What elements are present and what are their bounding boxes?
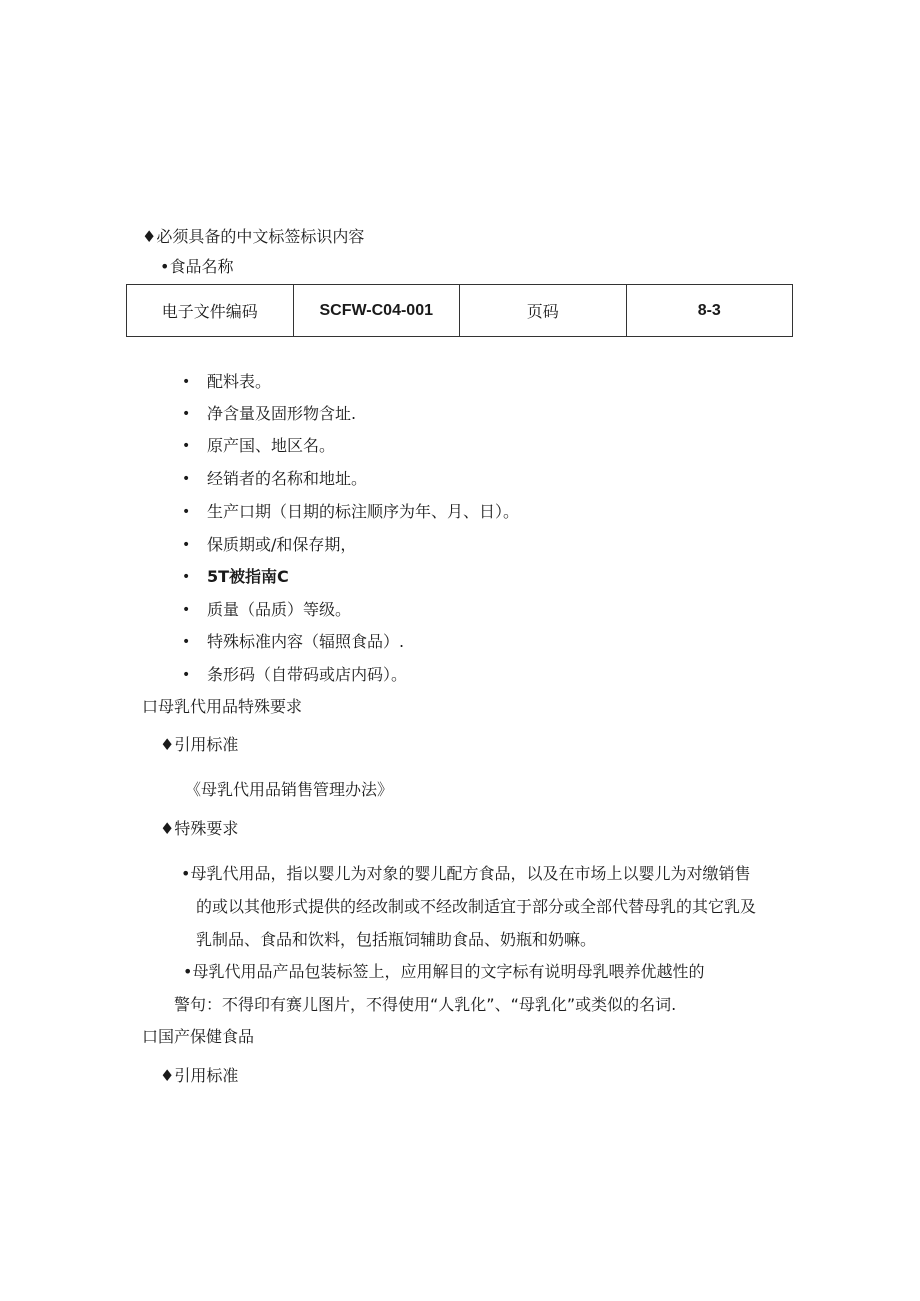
bullet-icon: •: [182, 504, 191, 520]
paragraph-line: •母乳代用品，指以婴儿为对象的婴儿配方食品，以及在市场上以婴儿为对缴销售: [181, 864, 751, 883]
content-heading: ♦必须具备的中文标签标识内容: [142, 227, 365, 246]
breastmilk-section-title: 口母乳代用品特殊要求: [142, 697, 303, 716]
paragraph-line: 警句：不得印有赛儿图片，不得使用“人乳化”、“母乳化”或类似的名词.: [174, 995, 677, 1014]
list-item-text: 质量（品质）等级。: [207, 600, 352, 619]
list-item-text: 配料表。: [207, 372, 272, 391]
bullet-icon: •: [182, 569, 191, 585]
health-food-section-title: 口国产保健食品: [142, 1027, 255, 1046]
bullet-icon: •: [182, 667, 191, 683]
bullet-icon: •: [182, 634, 191, 650]
page-value: 8-3: [626, 285, 793, 337]
paragraph-line: 乳制品、食品和饮料，包括瓶饲辅助食品、奶瓶和奶嘛。: [196, 930, 597, 949]
code-value: SCFW-C04-001: [293, 285, 460, 337]
list-item-text: 特殊标准内容（辐照食品）.: [207, 632, 405, 651]
breastmilk-req-heading: ♦特殊要求: [160, 819, 239, 838]
bullet-icon: •: [182, 537, 191, 553]
list-item-text: 生产口期（日期的标注顺序为年、月、日）。: [207, 502, 520, 521]
bullet-icon: •: [182, 602, 191, 618]
list-item-text: 原产国、地区名。: [207, 436, 336, 455]
document-header-table: [126, 284, 793, 337]
bullet-icon: •: [182, 471, 191, 487]
paragraph-line: 的或以其他形式提供的经改制或不经改制适宜于部分或全部代替母乳的其它乳及: [196, 897, 757, 916]
breastmilk-ref-heading: ♦引用标准: [160, 735, 239, 754]
bullet-icon: •: [182, 406, 191, 422]
breastmilk-ref-doc: 《母乳代用品销售管理办法》: [185, 780, 394, 799]
bullet-icon: •: [182, 374, 191, 390]
list-item-text: 净含量及固形物含址.: [207, 404, 357, 423]
list-item-text: 5T被指南C: [207, 567, 289, 586]
food-name-item: •食品名称: [160, 257, 234, 276]
code-label: 电子文件编码: [127, 285, 294, 337]
list-item-text: 经销者的名称和地址。: [207, 469, 368, 488]
list-item-text: 保质期或/和保存期，: [207, 535, 357, 554]
paragraph-line: •母乳代用品产品包装标签上，应用解目的文字标有说明母乳喂养优越性的: [183, 962, 705, 981]
list-item-text: 条形码（自带码或店内码）。: [207, 665, 408, 684]
health-food-ref-heading: ♦引用标准: [160, 1066, 239, 1085]
bullet-icon: •: [182, 438, 191, 454]
page-label: 页码: [460, 285, 627, 337]
